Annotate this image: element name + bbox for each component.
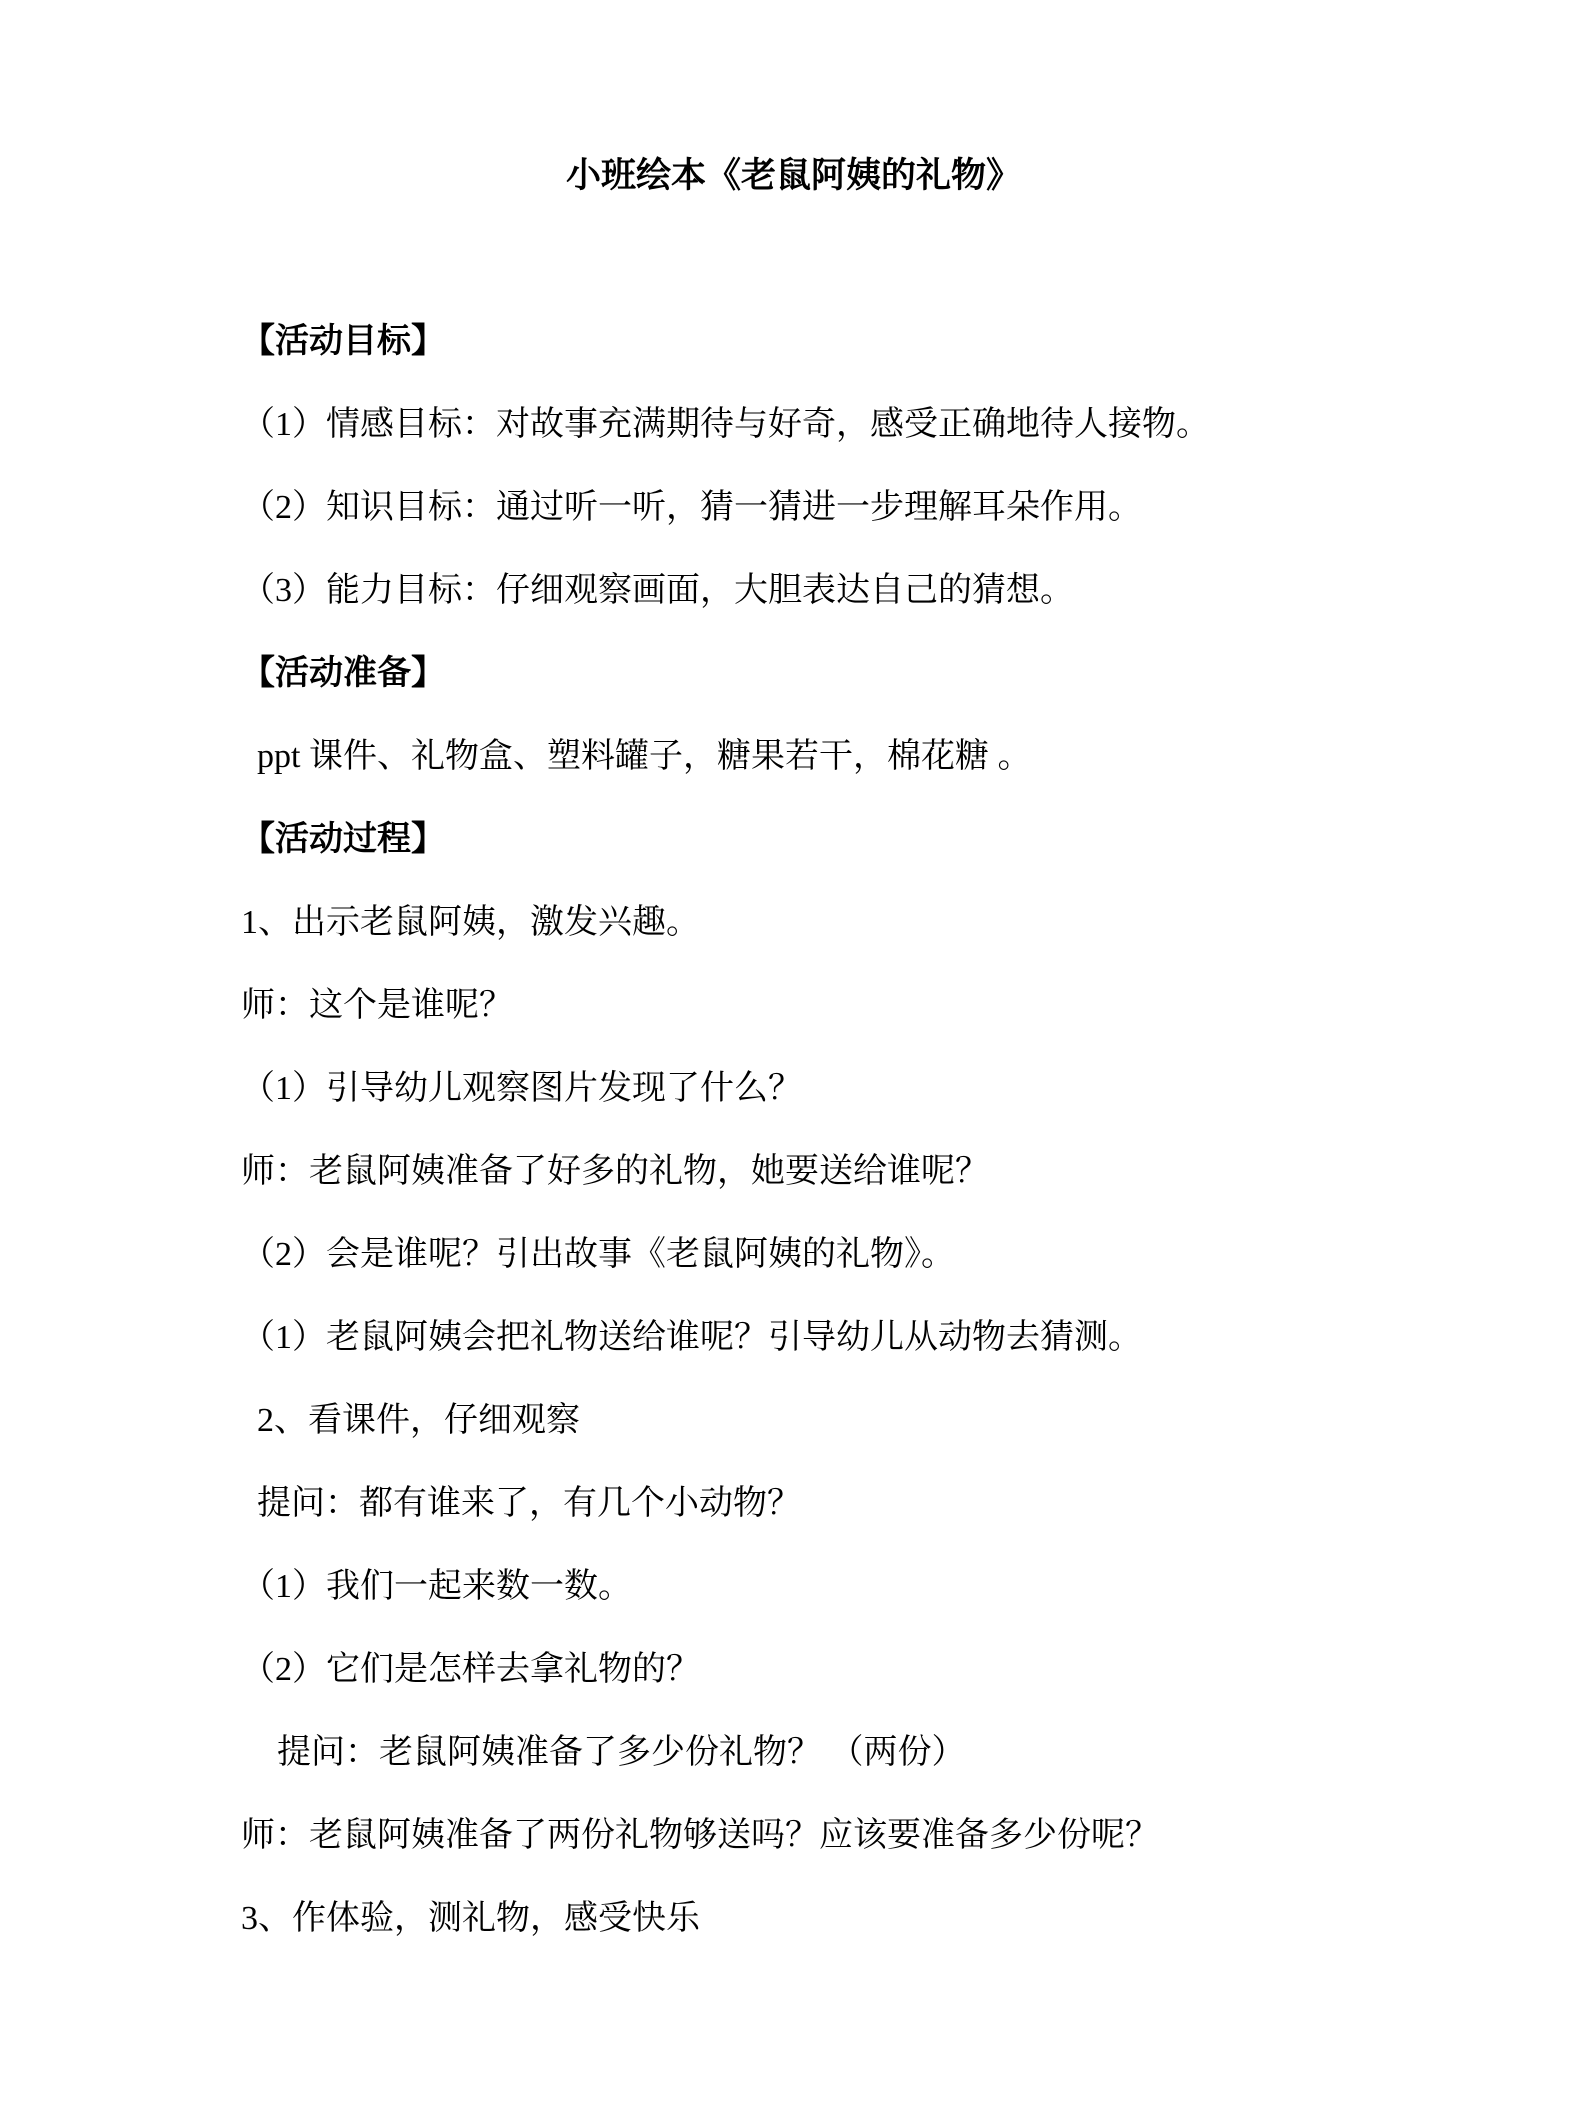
document-title: 小班绘本《老鼠阿姨的礼物》 <box>565 156 1021 195</box>
paragraph: 提问：都有谁来了，有几个小动物？ <box>257 1485 801 1522</box>
section-heading-goals: 【活动目标】 <box>241 323 445 360</box>
goal-item: （2）知识目标：通过听一听，猜一猜进一步理解耳朵作用。 <box>241 489 1142 526</box>
paragraph: 提问：老鼠阿姨准备了多少份礼物？ （两份） <box>277 1734 966 1771</box>
paragraph: （1）我们一起来数一数。 <box>241 1568 632 1605</box>
preparation-text: ppt 课件、礼物盒、塑料罐子，糖果若干，棉花糖 。 <box>257 738 1032 775</box>
process-step: 3、作体验，测礼物，感受快乐 <box>241 1900 700 1937</box>
paragraph: （1）老鼠阿姨会把礼物送给谁呢？引导幼儿从动物去猜测。 <box>241 1319 1142 1356</box>
goal-item: （1）情感目标：对故事充满期待与好奇，感受正确地待人接物。 <box>241 406 1210 443</box>
goal-item: （3）能力目标：仔细观察画面，大胆表达自己的猜想。 <box>241 572 1074 609</box>
process-step: 1、出示老鼠阿姨，激发兴趣。 <box>241 904 700 941</box>
paragraph: （2）会是谁呢？引出故事《老鼠阿姨的礼物》。 <box>241 1236 955 1273</box>
paragraph: （1）引导幼儿观察图片发现了什么？ <box>241 1070 802 1107</box>
process-step: 2、看课件，仔细观察 <box>257 1402 580 1439</box>
document-body <box>241 300 1487 1960</box>
section-heading-preparation: 【活动准备】 <box>241 655 445 692</box>
paragraph: 师：这个是谁呢？ <box>241 987 513 1024</box>
paragraph: 师：老鼠阿姨准备了两份礼物够送吗？应该要准备多少份呢？ <box>241 1817 1159 1854</box>
paragraph: （2）它们是怎样去拿礼物的？ <box>241 1651 700 1688</box>
section-heading-process: 【活动过程】 <box>241 821 445 858</box>
paragraph: 师：老鼠阿姨准备了好多的礼物，她要送给谁呢？ <box>241 1153 989 1190</box>
